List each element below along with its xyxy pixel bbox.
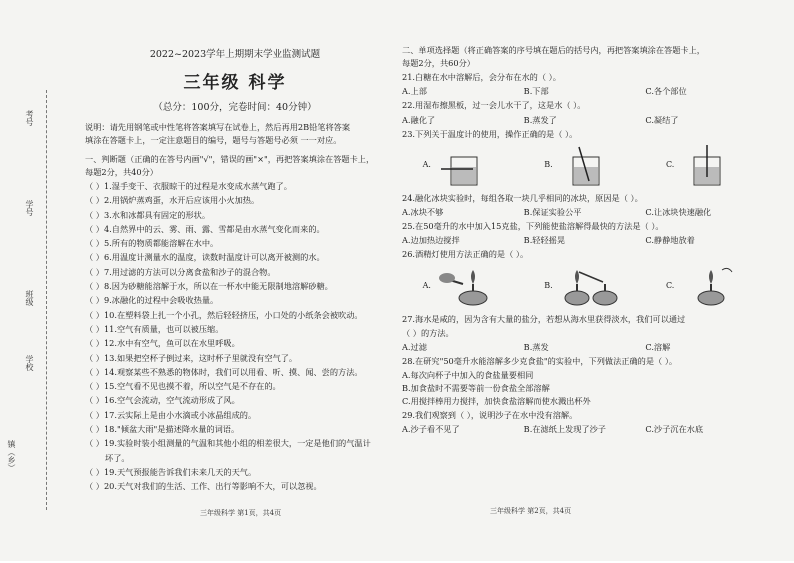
question-item: （ ）19.天气预报能告诉我们未来几天的天气。 xyxy=(85,466,257,477)
section2-heading: 每题2分，共60分） xyxy=(402,58,475,68)
question-item: （ ）1.湿手变干、衣服晾干的过程是水变成水蒸气跑了。 xyxy=(85,181,292,191)
instructions-line: 说明：请先用钢笔或中性笔将答案填写在试卷上，然后再用2B铅笔将答案 xyxy=(85,122,351,132)
right-page-footer: 三年级科学 第2页，共4页 xyxy=(490,507,572,515)
option: A.每次向杯子中加入的食盐量要相同 xyxy=(402,369,534,380)
option: A.过滤 xyxy=(402,342,427,353)
alcohol-lamp-icon xyxy=(433,264,503,308)
question-24: 24.融化冰块实验时，每组各取一块几乎相同的冰块，原因是（ ）。 xyxy=(402,192,643,203)
judgment-questions xyxy=(85,179,385,494)
question-item: （ ）4.自然界中的云、雾、雨、露、雪都是由水蒸气变化而来的。 xyxy=(85,223,325,234)
option: C.凝结了 xyxy=(645,114,679,125)
question-item: （ ）17.云实际上是由小水滴或小冰晶组成的。 xyxy=(85,409,257,420)
score-info: （总分：100分，完卷时间：40分钟） xyxy=(153,102,317,113)
option: B.下部 xyxy=(523,86,549,97)
figure-option xyxy=(423,143,503,187)
binding-label-exam-no: 考号 xyxy=(25,110,34,126)
beaker-thermometer-icon xyxy=(555,143,625,187)
question-23-figures xyxy=(402,143,767,187)
question-27: （ ）的方法。 xyxy=(402,328,454,339)
option: B.蒸发 xyxy=(523,342,549,353)
beaker-thermometer-icon xyxy=(433,143,503,187)
question-24-options xyxy=(402,205,767,219)
question-item: （ ）2.用锅炉蒸鸡蛋，水开后应该用小火加热。 xyxy=(85,195,260,206)
question-item: （ ）7.用过滤的方法可以分离食盐和沙子的混合物。 xyxy=(85,266,276,277)
section1-heading: 每题2分，共40分） xyxy=(85,167,158,177)
question-25: 25.在50毫升的水中加入15克盐，下列能使盐溶解得最快的方法是（ ）。 xyxy=(402,221,664,232)
section1-heading: 一、判断题（正确的在答号内画"√"，错误的画"×"，再把答案填涂在答题卡上， xyxy=(85,154,375,164)
question-29: 29.我们观察到（ ），说明沙子在水中没有溶解。 xyxy=(402,409,578,420)
question-item: （ ）13.如果把空杯子倒过来，这时杯子里就没有空气了。 xyxy=(85,352,298,363)
figure-option xyxy=(666,264,746,308)
option: C.让冰块快速融化 xyxy=(645,207,712,218)
option: C.各个部位 xyxy=(645,86,687,97)
question-22-options xyxy=(402,113,767,127)
question-item: （ ）18."倾盆大雨"是描述降水量的词语。 xyxy=(85,424,240,435)
figure-option xyxy=(666,143,746,187)
figure-label: A. xyxy=(422,281,431,291)
figure-label: B. xyxy=(544,160,553,170)
option: C.沙子沉在水底 xyxy=(645,423,704,434)
figure-option xyxy=(544,143,624,187)
question-29-options xyxy=(402,422,767,436)
option: A.上部 xyxy=(402,86,427,97)
question-item: （ ）15.空气看不见也摸不着，所以空气是不存在的。 xyxy=(85,381,281,392)
binding-label-town: 镇（乡） xyxy=(7,440,16,472)
left-page-footer: 三年级科学 第1页，共4页 xyxy=(200,509,282,517)
question-25-options xyxy=(402,233,767,247)
question-26: 26.酒精灯使用方法正确的是（ ）。 xyxy=(402,249,529,260)
beaker-thermometer-icon xyxy=(676,143,746,187)
figure-label: C. xyxy=(665,160,675,170)
option: B.在滤纸上发现了沙子 xyxy=(523,423,606,434)
section2-heading: 二、单项选择题（将正确答案的序号填在题后的括号内，再把答案填涂在答题卡上， xyxy=(402,45,705,55)
option: B.保证实验公平 xyxy=(523,207,582,218)
instructions-line: 填涂在答题卡上，一定注意题目的编号，题号与答题号必须 一一对应。 xyxy=(85,135,342,145)
question-item: （ ）11.空气有质量，也可以被压缩。 xyxy=(85,323,224,334)
question-21-options xyxy=(402,84,767,98)
binding-label-student-no: 学号 xyxy=(25,200,34,216)
question-item: （ ）14.观察某些不熟悉的物体时，我们可以用看、听、摸、闻、尝的方法。 xyxy=(85,366,363,377)
right-page xyxy=(402,44,767,436)
option: A.融化了 xyxy=(402,114,436,125)
question-item: 坏了。 xyxy=(105,452,130,463)
alcohol-lamp-icon xyxy=(555,264,625,308)
question-item: （ ）6.用温度计测量水的温度，读数时温度计可以离开被测的水。 xyxy=(85,252,325,263)
question-26-figures xyxy=(402,264,767,308)
binding-strip xyxy=(6,90,50,510)
question-28: 28.在研究"50毫升水能溶解多少克食盐"的实验中，下列做法正确的是（ ）。 xyxy=(402,356,678,367)
binding-label-school: 学校 xyxy=(25,355,34,371)
exam-year-title: 2022~2023学年上期期末学业监测试题 xyxy=(149,49,321,60)
option: C.静静地放着 xyxy=(645,235,695,246)
figure-label: A. xyxy=(422,160,431,170)
binding-dashed-line xyxy=(46,90,47,510)
question-item: （ ）10.在塑料袋上扎一个小孔，然后轻轻挤压，小口处的小纸条会被吹动。 xyxy=(85,309,363,320)
option: C.溶解 xyxy=(645,342,671,353)
question-27-options xyxy=(402,340,767,354)
option: C.用搅拌棒用力搅拌，加快食盐溶解而使水溅出杯外 xyxy=(402,395,591,406)
question-item: （ ）9.冰融化的过程中会吸收热量。 xyxy=(85,295,219,306)
option: B.轻轻摇晃 xyxy=(523,235,566,246)
question-item: （ ）5.所有的物质都能溶解在水中。 xyxy=(85,238,219,249)
question-23: 23.下列关于温度计的使用，操作正确的是（ ）。 xyxy=(402,128,578,139)
question-item: （ ）8.因为砂糖能溶解于水，所以在一杯水中能无限制地溶解砂糖。 xyxy=(85,281,333,292)
alcohol-lamp-icon xyxy=(676,264,746,308)
question-item: （ ）3.水和冰都具有固定的形状。 xyxy=(85,209,211,220)
question-item: （ ）16.空气会流动，空气流动形成了风。 xyxy=(85,395,240,406)
option: A.沙子看不见了 xyxy=(402,423,460,434)
option: B.加食盐时不需要等前一份食盐全部溶解 xyxy=(402,382,550,393)
question-21: 21.白糖在水中溶解后，会分布在水的（ ）。 xyxy=(402,72,561,82)
figure-option xyxy=(544,264,624,308)
option: B.蒸发了 xyxy=(523,114,557,125)
binding-label-class: 班级 xyxy=(25,290,34,306)
option: A.冰块不够 xyxy=(402,207,444,218)
question-27: 27.海水是咸的，因为含有大量的盐分，若想从海水里获得淡水，我们可以通过 xyxy=(402,313,686,324)
exam-title: 三年级 科学 xyxy=(183,73,287,93)
figure-label: C. xyxy=(665,281,675,291)
question-item: （ ）20.天气对我们的生活、工作、出行等影响不大，可以忽视。 xyxy=(85,481,322,492)
question-item: （ ）12.水中有空气，鱼可以在水里呼吸。 xyxy=(85,338,240,349)
question-item: （ ）19.实验时装小组测量的气温和其他小组的相差很大，一定是他们的气温计 xyxy=(85,438,371,449)
question-22: 22.用湿布擦黑板，过一会儿水干了，这是水（ ）。 xyxy=(402,100,586,111)
figure-label: B. xyxy=(544,281,553,291)
option: A.边加热边搅拌 xyxy=(402,235,460,246)
left-page xyxy=(85,40,385,494)
figure-option xyxy=(423,264,503,308)
